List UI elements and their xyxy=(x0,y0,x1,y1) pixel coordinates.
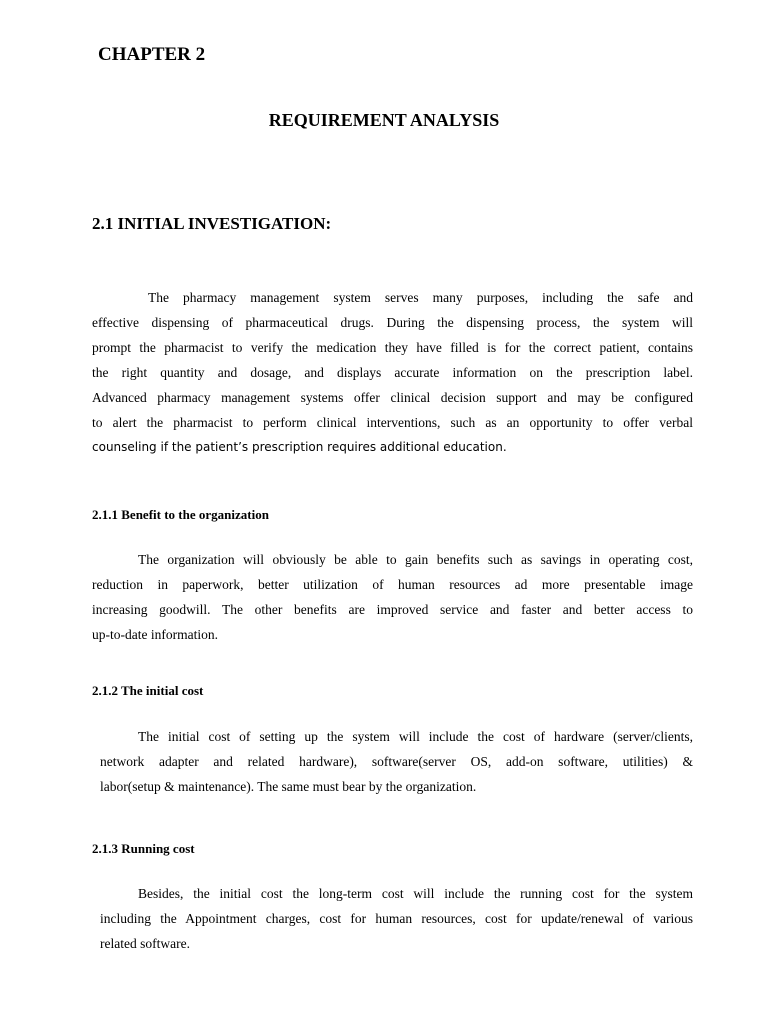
paragraph-line: The pharmacy management system serves many purposes, including the safe and xyxy=(148,290,693,305)
paragraph-line: Besides, the initial cost the long-term cost will include the running cost for the system xyxy=(138,886,693,901)
paragraph-line: related software. xyxy=(100,936,190,951)
paragraph-line: Advanced pharmacy management systems offer clinical decision support and may be configured xyxy=(92,390,693,405)
paragraph-line: counseling if the patient’s prescription requires additional education. xyxy=(92,440,507,454)
subsection-heading-initial-cost: 2.1.2 The initial cost xyxy=(92,683,204,698)
paragraph-benefit xyxy=(92,547,693,647)
section-heading-initial-investigation: 2.1 INITIAL INVESTIGATION: xyxy=(92,214,332,233)
subsection-heading-benefit: 2.1.1 Benefit to the organization xyxy=(92,507,269,522)
paragraph-line: including the Appointment charges, cost for human resources, cost for update/renewal of various xyxy=(100,911,693,926)
paragraph-line: network adapter and related hardware), software(server OS, add-on software, utilities) & xyxy=(100,754,693,769)
paragraph-line: increasing goodwill. The other benefits are improved service and faster and better access to xyxy=(92,602,693,617)
paragraph-initial-cost xyxy=(100,724,693,799)
paragraph-line: reduction in paperwork, better utilization of human resources ad more presentable image xyxy=(92,577,693,592)
paragraph-initial-investigation xyxy=(92,285,693,460)
paragraph-line: to alert the pharmacist to perform clinical interventions, such as an opportunity to offer verbal xyxy=(92,415,693,430)
paragraph-line: up-to-date information. xyxy=(92,627,218,642)
paragraph-line: The initial cost of setting up the system will include the cost of hardware (server/clients, xyxy=(138,729,693,744)
paragraph-line: The organization will obviously be able to gain benefits such as savings in operating cost, xyxy=(138,552,693,567)
paragraph-line: effective dispensing of pharmaceutical drugs. During the dispensing process, the system will xyxy=(92,315,693,330)
chapter-label: CHAPTER 2 xyxy=(98,44,206,65)
paragraph-line: the right quantity and dosage, and displays accurate information on the prescription label. xyxy=(92,365,693,380)
paragraph-line: labor(setup & maintenance). The same must bear by the organization. xyxy=(100,779,477,794)
paragraph-running-cost xyxy=(100,881,693,956)
page-title: REQUIREMENT ANALYSIS xyxy=(268,110,500,130)
paragraph-line: prompt the pharmacist to verify the medication they have filled is for the correct patient, contains xyxy=(92,340,693,355)
subsection-heading-running-cost: 2.1.3 Running cost xyxy=(92,841,195,856)
